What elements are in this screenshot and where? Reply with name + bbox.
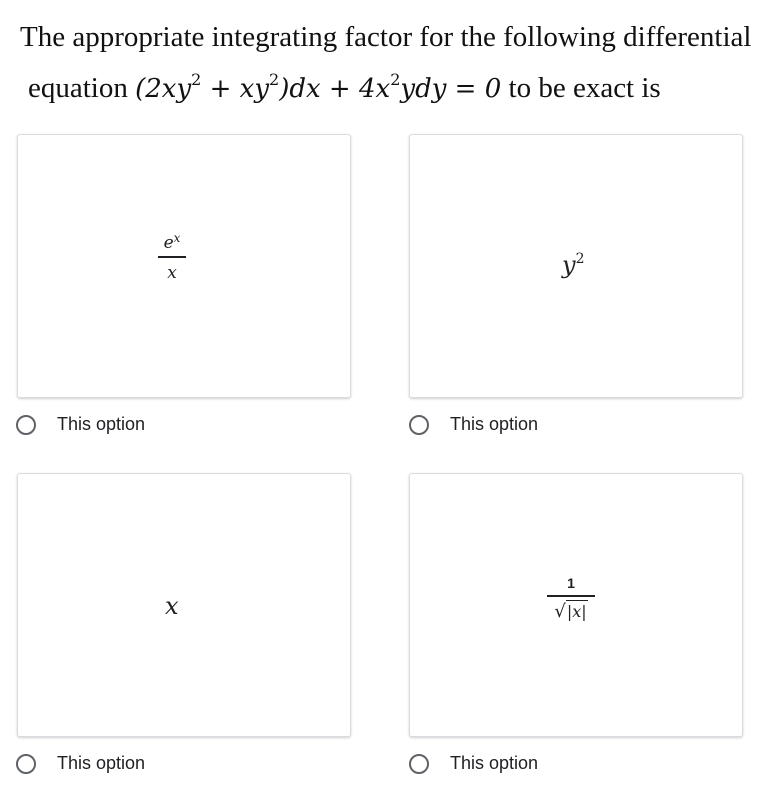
option-1-image-card[interactable] [17, 134, 351, 398]
option-4-radicand: |x| [566, 601, 587, 621]
differential-equation [135, 70, 502, 104]
option-2-exponent: 2 [575, 251, 585, 267]
equation-part-4: ydy = 0 [400, 74, 502, 104]
equation-exponent-2: 2 [269, 70, 280, 89]
option-1-radio-button[interactable] [16, 415, 36, 435]
question-prefix: equation [28, 72, 136, 104]
option-4-denominator [554, 600, 587, 623]
option-1-fraction-bar [158, 256, 186, 258]
option-4-numerator: 1 [567, 575, 575, 591]
option-2-choice[interactable] [409, 414, 538, 435]
option-3-choice[interactable] [16, 753, 145, 774]
option-2-base: y [562, 251, 576, 279]
option-4-radio-button[interactable] [409, 754, 429, 774]
option-2-radio-button[interactable] [409, 415, 429, 435]
option-3-expression: x [165, 592, 179, 620]
option-2-label[interactable]: This option [450, 414, 539, 434]
question-suffix: to be exact is [501, 72, 661, 104]
option-1-numerator-exponent: x [173, 231, 181, 245]
option-1-fraction [158, 233, 186, 283]
option-1-label[interactable]: This option [57, 414, 146, 434]
option-4-fraction [547, 574, 595, 623]
equation-part-2: + xy [201, 74, 270, 104]
option-2-expression [562, 251, 584, 279]
option-3-radio-button[interactable] [16, 754, 36, 774]
option-3-image-card[interactable] [17, 473, 351, 737]
equation-exponent-3: 2 [390, 70, 401, 89]
option-3-label[interactable]: This option [57, 753, 146, 773]
option-4-image-card[interactable] [409, 473, 743, 737]
question-line-1: The appropriate integrating factor for the following differential [20, 21, 752, 53]
equation-part-1: (2xy [135, 74, 192, 104]
equation-exponent-1: 2 [191, 70, 202, 89]
option-1-numerator [164, 233, 181, 253]
equation-part-3: )dx + 4x [279, 74, 391, 104]
option-4-label[interactable]: This option [450, 753, 539, 773]
option-1-choice[interactable] [16, 414, 145, 435]
question-text [20, 12, 760, 115]
option-1-denominator: x [167, 262, 177, 283]
question-line-2 [20, 63, 760, 115]
option-4-choice[interactable] [409, 753, 538, 774]
option-4-radical-sign: √ [554, 600, 566, 622]
option-2-image-card[interactable] [409, 134, 743, 398]
option-1-numerator-base: e [163, 233, 174, 253]
option-4-fraction-bar [547, 595, 595, 597]
